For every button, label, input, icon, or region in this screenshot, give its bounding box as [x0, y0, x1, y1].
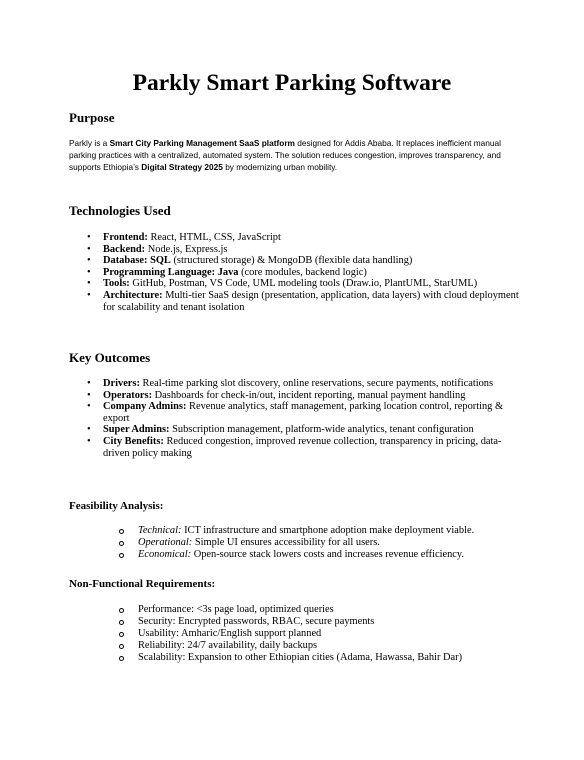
list-item — [119, 604, 539, 616]
document-title: Parkly Smart Parking Software — [132, 70, 452, 96]
list-item — [119, 537, 539, 549]
item-text: Node.js, Express.js — [145, 243, 228, 255]
nfr-heading: Non-Functional Requirements: — [69, 578, 216, 590]
feasibility-list — [119, 525, 539, 561]
item-text: Multi-tier SaaS design (presentation, application, data layers) with cloud deployment for scalability and tenant isolation — [103, 289, 519, 313]
item-label: Frontend: — [103, 232, 148, 243]
item-bold-inline: Java — [217, 266, 239, 278]
item-bold-inline: SQL — [150, 255, 171, 267]
item-text: Subscription management, platform-wide analytics, tenant configuration — [169, 424, 474, 436]
circle-bullet-icon — [119, 656, 124, 661]
purpose-bold-1: Smart City Parking Management SaaS platform — [109, 138, 295, 148]
list-item — [87, 401, 527, 424]
item-text: (structured storage) & MongoDB (flexible data handling) — [170, 255, 413, 267]
circle-bullet-icon — [119, 541, 124, 546]
item-text: (core modules, backend logic) — [238, 266, 367, 278]
item-text: Real-time parking slot discovery, online reservations, secure payments, notifications — [139, 378, 494, 389]
list-item — [119, 652, 539, 664]
circle-bullet-icon — [119, 608, 124, 613]
item-label: Operators: — [103, 389, 153, 401]
item-label: Tools: — [103, 278, 130, 290]
item-text: Usability: Amharic/English support planned — [138, 628, 322, 639]
item-label: Drivers: — [103, 378, 140, 389]
item-label: Economical: — [138, 549, 192, 560]
item-label: Technical: — [138, 525, 182, 536]
list-item — [119, 628, 539, 640]
bullet-icon: • — [87, 243, 91, 255]
list-item — [87, 267, 527, 279]
purpose-text-2: designed for Addis Ababa. It replaces inefficient manual parking practices with a centralized, automated system. The solution reduces congestion, improves transparency, and supports Ethiopia’s — [69, 138, 501, 173]
item-text: React, HTML, CSS, JavaScript — [147, 232, 281, 243]
item-label: Operational: — [138, 537, 193, 548]
circle-bullet-icon — [119, 620, 124, 625]
list-item — [87, 390, 527, 402]
list-item — [87, 278, 527, 290]
item-label: Super Admins: — [103, 424, 170, 436]
bullet-icon: • — [87, 232, 91, 243]
bullet-icon: • — [87, 389, 91, 401]
purpose-text-3: by modernizing urban mobility. — [222, 162, 338, 173]
nfr-list — [119, 604, 539, 664]
bullet-icon: • — [87, 424, 91, 436]
list-item — [87, 244, 527, 256]
list-item — [119, 525, 539, 537]
list-item — [87, 424, 527, 436]
item-label: Database: — [103, 255, 148, 267]
item-label: Company Admins: — [103, 401, 187, 413]
item-label: City Benefits: — [103, 435, 164, 447]
bullet-icon: • — [87, 401, 91, 413]
item-label: Architecture: — [103, 289, 163, 301]
bullet-icon: • — [87, 378, 91, 389]
circle-bullet-icon — [119, 553, 124, 558]
outcomes-list — [87, 378, 527, 459]
item-text: Performance: <3s page load, optimized queries — [138, 604, 334, 615]
list-item — [87, 290, 527, 313]
list-item — [119, 640, 539, 652]
list-item — [119, 616, 539, 628]
item-label: Backend: — [103, 243, 146, 255]
list-item — [87, 436, 527, 459]
item-text: Reduced congestion, improved revenue collection, transparency in pricing, data-driven policy making — [103, 435, 502, 459]
technologies-heading: Technologies Used — [69, 203, 171, 218]
circle-bullet-icon — [119, 632, 124, 637]
item-text: Revenue analytics, staff management, parking location control, reporting & export — [103, 401, 504, 424]
circle-bullet-icon — [119, 529, 124, 534]
feasibility-heading: Feasibility Analysis: — [69, 500, 164, 512]
bullet-icon: • — [87, 255, 91, 267]
item-text: Open-source stack lowers costs and increases revenue efficiency. — [191, 549, 465, 560]
list-item — [87, 255, 527, 267]
item-label: Programming Language: — [103, 266, 216, 278]
outcomes-heading: Key Outcomes — [69, 350, 151, 365]
bullet-icon: • — [87, 266, 91, 278]
item-text: ICT infrastructure and smartphone adoption make deployment viable. — [181, 525, 475, 536]
list-item — [87, 232, 527, 244]
purpose-bold-2: Digital Strategy 2025 — [141, 162, 223, 173]
bullet-icon: • — [87, 435, 91, 447]
circle-bullet-icon — [119, 644, 124, 649]
item-text: Dashboards for check-in/out, incident reporting, manual payment handling — [152, 389, 466, 401]
item-text: Reliability: 24/7 availability, daily backups — [138, 640, 318, 651]
bullet-icon: • — [87, 289, 91, 301]
item-text: Simple UI ensures accessibility for all users. — [192, 537, 380, 548]
technologies-list — [87, 232, 527, 313]
list-item — [119, 549, 539, 561]
purpose-paragraph — [69, 137, 519, 174]
purpose-heading: Purpose — [69, 110, 115, 125]
bullet-icon: • — [87, 278, 91, 290]
purpose-text-1: Parkly is a — [69, 138, 110, 148]
item-text: GitHub, Postman, VS Code, UML modeling tools (Draw.io, PlantUML, StarUML) — [129, 278, 478, 290]
item-text: Scalability: Expansion to other Ethiopian cities (Adama, Hawassa, Bahir Dar) — [138, 652, 463, 663]
item-text: Security: Encrypted passwords, RBAC, secure payments — [138, 616, 375, 627]
list-item — [87, 378, 527, 390]
